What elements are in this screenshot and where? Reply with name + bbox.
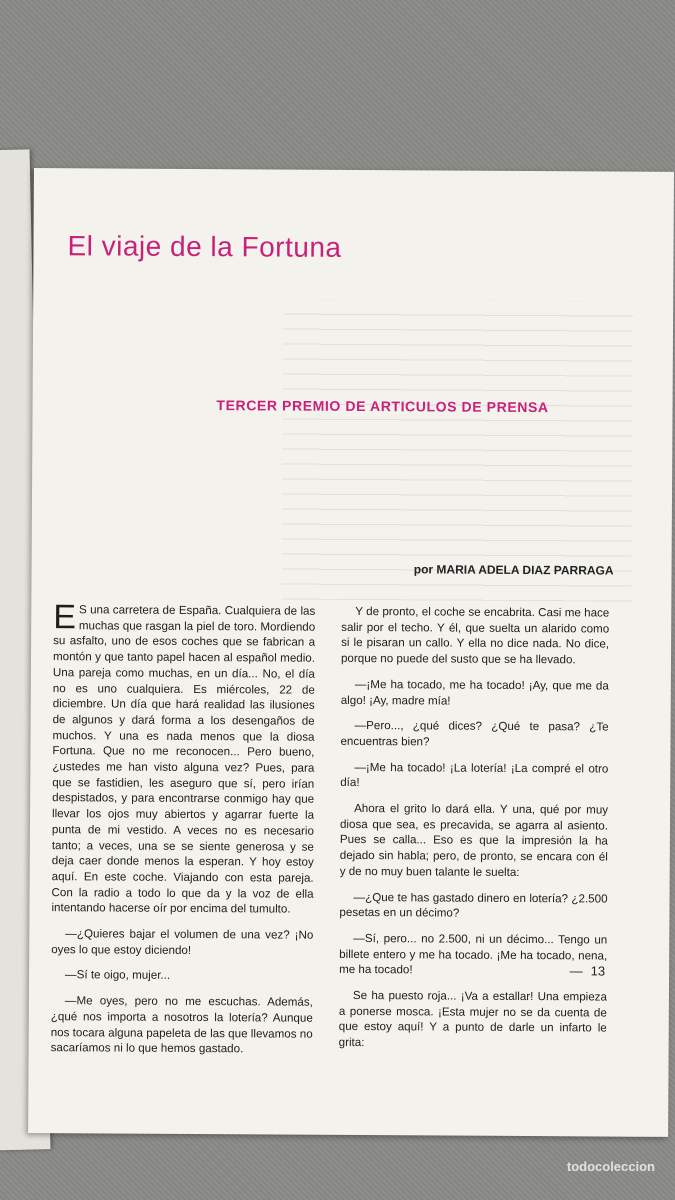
paragraph: —Sí, pero... no 2.500, ni un décimo... Tengo un billete entero y me ha tocado. ¡Me ha tocado, nena, me ha tocado! bbox=[339, 931, 608, 977]
article-byline: por MARIA ADELA DIAZ PARRAGA bbox=[413, 562, 614, 578]
paragraph: —¿Quieres bajar el volumen de una vez? ¡No oyes lo que estoy diciendo! bbox=[51, 927, 314, 957]
right-column bbox=[339, 604, 610, 1063]
magazine-page bbox=[28, 168, 674, 1137]
watermark: todocoleccion bbox=[566, 1159, 655, 1174]
paragraph: —Sí te oigo, mujer... bbox=[65, 968, 171, 983]
paragraph: Se ha puesto roja... ¡Va a estallar! Una empieza a ponerse mosca. ¡Esta mujer no se da cuenta de que estoy aquí! Y a punto de darle un infarto le grita: bbox=[338, 989, 607, 1050]
show-through-text bbox=[281, 300, 633, 602]
paragraph: —¿Que te has gastado dinero en lotería? ¿2.500 pesetas en un décimo? bbox=[339, 890, 608, 920]
paragraph: Y de pronto, el coche se encabrita. Casi me hace salir por el techo. Y él, que suelta un alarido como si le pisaran un callo. Y ella no dice nada. No dice, porque no puede del susto que se ha llevado. bbox=[340, 604, 610, 667]
article-title: El viaje de la Fortuna bbox=[67, 230, 342, 263]
paragraph: —¡Me ha tocado, me ha tocado! ¡Ay, que me da algo! ¡Ay, madre mía! bbox=[340, 677, 609, 708]
paragraph: —Pero..., ¿qué dices? ¿Qué te pasa? ¿Te encuentras bien? bbox=[340, 719, 609, 749]
page-number-dash: — bbox=[569, 963, 583, 979]
paragraph: —Me oyes, pero no me escuchas. Además, ¿qué nos importa a nosotros la lotería? Aunque nos tocara alguna papeleta de las que llevamos no sacaríamos ni lo que hemos gastado. bbox=[50, 994, 313, 1056]
paragraph bbox=[51, 598, 316, 918]
page-number-value: 13 bbox=[590, 963, 606, 979]
paragraph-text: S una carretera de España. Cualquiera de las muchas que rasgan la piel de toro. Mordiendo su asfalto, uno de esos coches que se fabrican a montón y que tanto papel hacen al español medio. Una pareja como muchas, en un día... No, el día no es uno cualquiera. Es miércoles, 22 de diciembre. Un día que hará realidad las ilusiones de algunos y dará forma a los desengaños de muchos. Y una es nada menos que la diosa Fortuna. Que no me reconocen... Pero bueno, ¿ustedes me han visto alguna vez? Pues, para que se fastidien, les aseguro que sí, pero irían despistados, y para encontrarse conmigo hay que llevar los ojos muy abiertos y agarrar fuerte la punta de mi vestido. A veces no es necesario tanto; a veces, una se se siente generosa y se deja caer donde menos la esperan. Y hoy estoy aquí. En este coche. Viajando con esta pareja. Con la radio a todo lo que da y la voz de ella intentando hacerse oír por encima del tumulto. bbox=[51, 603, 316, 916]
page-number bbox=[570, 963, 606, 978]
paragraph: Ahora el grito lo dará ella. Y una, qué por muy diosa que sea, es precavida, se agarra al asiento. Pues se calla... Eso es que la impresión la ha dejado sin habla; pero, de pronto, se encara con él y de no muy buen talante le suelta: bbox=[339, 801, 609, 879]
left-column bbox=[50, 598, 316, 1068]
article-subtitle: TERCER PREMIO DE ARTICULOS DE PRENSA bbox=[216, 397, 549, 416]
paragraph: —¡Me ha tocado! ¡La lotería! ¡La compré el otro día! bbox=[340, 760, 609, 790]
drop-cap: E bbox=[53, 598, 77, 637]
